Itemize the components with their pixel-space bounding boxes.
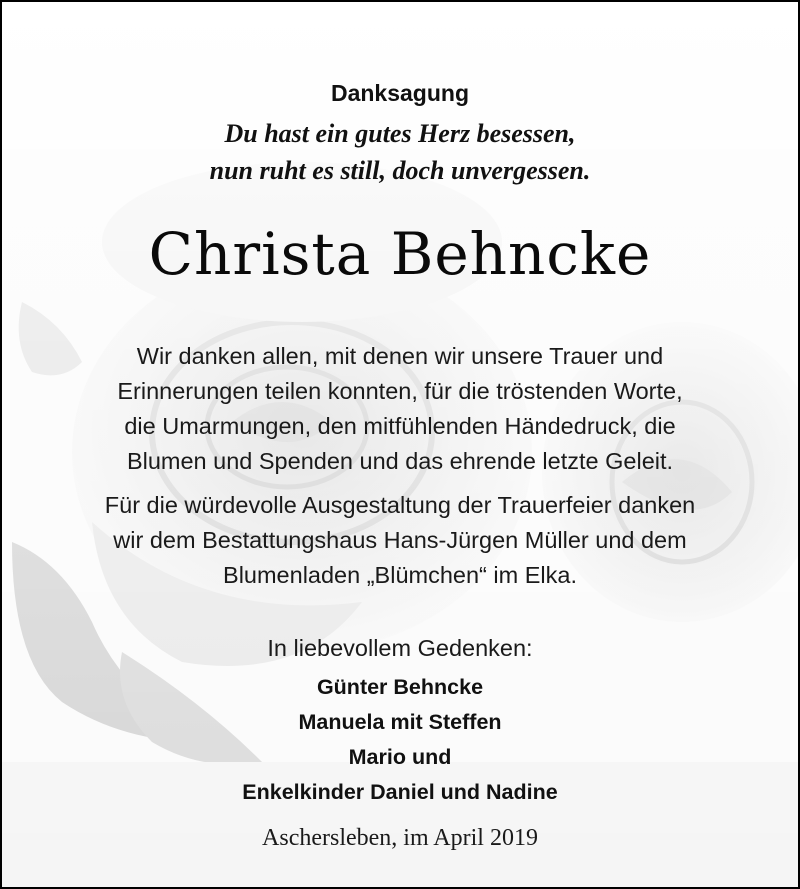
thanks-line: Wir danken allen, mit denen wir unsere Trauer und <box>136 343 664 369</box>
funeral-line: wir dem Bestattungshaus Hans-Jürgen Müller und dem <box>113 527 687 553</box>
notice-content <box>2 2 798 887</box>
mourner-name: Mario und <box>348 745 452 769</box>
mourners-list <box>2 670 798 810</box>
mourner-name: Enkelkinder Daniel und Nadine <box>242 780 558 804</box>
motto-line-2: nun ruht es still, doch unvergessen. <box>209 156 591 185</box>
funeral-paragraph <box>32 488 768 593</box>
thanks-paragraph <box>32 339 768 479</box>
motto-line-1: Du hast ein gutes Herz besessen, <box>224 119 576 148</box>
place-and-date: Aschersleben, im April 2019 <box>262 825 538 851</box>
funeral-line: Für die würdevolle Ausgestaltung der Trauerfeier danken <box>104 492 696 518</box>
mourner-name: Manuela mit Steffen <box>298 710 502 734</box>
funeral-line: Blumenladen „Blümchen“ im Elka. <box>223 562 577 588</box>
notice-heading: Danksagung <box>330 80 470 106</box>
thanks-line: Erinnerungen teilen konnten, für die tröstenden Worte, <box>117 378 683 404</box>
mourner-name: Günter Behncke <box>316 675 484 699</box>
thanks-line: Blumen und Spenden und das ehrende letzte Geleit. <box>126 448 674 474</box>
thanks-line: die Umarmungen, den mitfühlenden Händedruck, die <box>124 413 676 439</box>
mourners-intro: In liebevollem Gedenken: <box>267 635 533 661</box>
deceased-name: Christa Behncke <box>148 220 652 288</box>
